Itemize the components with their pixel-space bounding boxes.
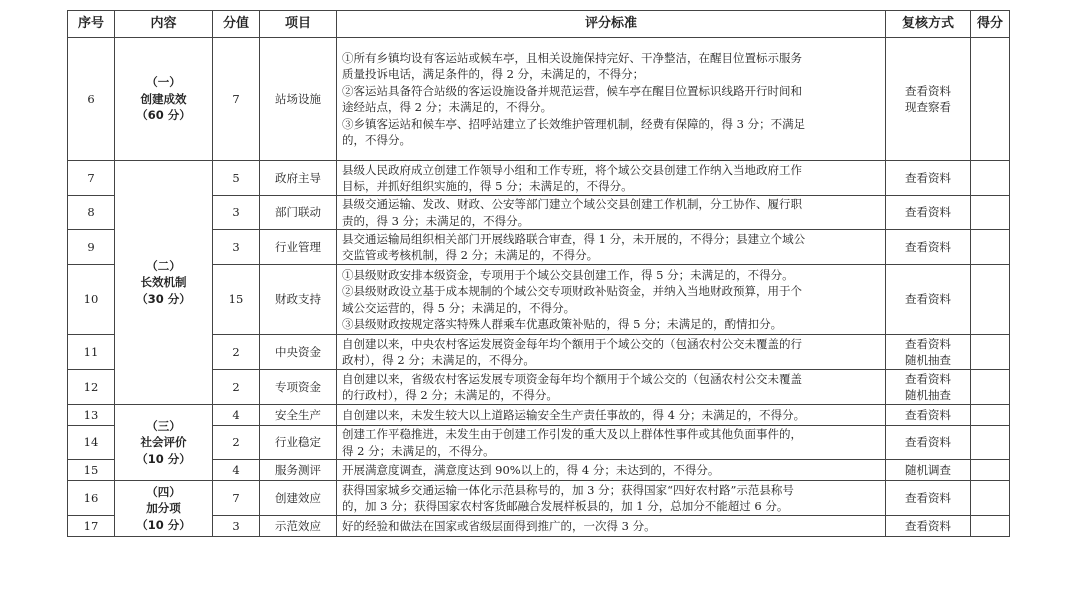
method-line: 查看资料 [905, 336, 951, 351]
criteria-cell [337, 230, 886, 265]
group-label-line1: （三） [146, 418, 181, 433]
method-line: 现查察看 [905, 100, 951, 114]
method-cell [886, 196, 971, 230]
points-cell: 3 [213, 196, 260, 230]
criteria-line: 得 2 分；未满足的，不得分。 [342, 443, 495, 458]
points-cell: 3 [213, 516, 260, 537]
criteria-line: 交监管或考核机制，得 2 分；未满足的，不得分。 [342, 248, 599, 262]
criteria-line: 创建工作平稳推进，未发生由于创建工作引发的重大及以上群体性事件或其他负面事件的， [342, 427, 802, 441]
method-line: 查看资料 [905, 205, 951, 220]
criteria-line: 目标，并抓好组织实施的，得 5 分；未满足的，不得分。 [342, 179, 633, 193]
content-group-cell [115, 405, 213, 481]
table-row [68, 405, 1010, 426]
score-cell [971, 38, 1010, 161]
method-line: 随机调查 [905, 462, 951, 477]
group-label-line2: 加分项 [146, 501, 181, 516]
points-cell: 7 [213, 38, 260, 161]
criteria-line: 途经站点，得 2 分；未满足的，不得分。 [342, 100, 553, 114]
seq-cell: 7 [68, 161, 115, 196]
criteria-line: ②客运站具备符合站级的客运设施设备并规范运营，候车亭在醒目位置标识线路开行时间和 [342, 83, 802, 98]
seq-cell: 9 [68, 230, 115, 265]
item-cell: 行业管理 [260, 230, 337, 265]
table-row [68, 481, 1010, 516]
group-label-line1: （四） [146, 484, 181, 499]
criteria-line: 县级人民政府成立创建工作领导小组和工作专班，将个域公交县创建工作纳入当地政府工作 [342, 162, 802, 177]
header-score: 得分 [971, 11, 1010, 38]
score-cell [971, 516, 1010, 537]
criteria-line: 的，不得分。 [342, 133, 411, 147]
method-line: 查看资料 [905, 239, 951, 254]
seq-cell: 8 [68, 196, 115, 230]
method-cell [886, 516, 971, 537]
score-cell [971, 481, 1010, 516]
content-group-cell [115, 38, 213, 161]
group-label-line3: （10 分） [136, 517, 191, 532]
points-cell: 7 [213, 481, 260, 516]
criteria-cell [337, 161, 886, 196]
criteria-cell [337, 516, 886, 537]
score-cell [971, 460, 1010, 481]
method-line: 随机抽查 [905, 388, 951, 402]
group-label-line2: 创建成效 [140, 91, 187, 106]
header-row [68, 11, 1010, 38]
points-cell: 4 [213, 460, 260, 481]
criteria-cell [337, 426, 886, 460]
points-cell: 2 [213, 335, 260, 370]
criteria-line: 自创建以来，未发生较大以上道路运输安全生产责任事故的，得 4 分；未满足的，不得分。 [342, 407, 806, 422]
method-cell [886, 161, 971, 196]
method-line: 查看资料 [905, 518, 951, 533]
criteria-line: 好的经验和做法在国家或省级层面得到推广的，一次得 3 分。 [342, 518, 656, 533]
points-cell: 3 [213, 230, 260, 265]
group-label-line2: 社会评价 [140, 435, 187, 450]
points-cell: 2 [213, 370, 260, 405]
item-cell: 部门联动 [260, 196, 337, 230]
item-cell: 行业稳定 [260, 426, 337, 460]
criteria-line: ②县级财政设立基于成本规制的个域公交专项财政补贴资金，并纳入当地财政预算，用于个 [342, 284, 802, 298]
criteria-line: 获得国家城乡交通运输一体化示范县称号的，加 3 分；获得国家“四好农村路”示范县称号 [342, 482, 794, 497]
method-line: 查看资料 [905, 407, 951, 422]
item-cell: 创建效应 [260, 481, 337, 516]
content-group-cell [115, 481, 213, 537]
method-line: 查看资料 [905, 170, 951, 185]
score-cell [971, 426, 1010, 460]
header-criteria: 评分标准 [337, 11, 886, 38]
points-cell: 15 [213, 265, 260, 335]
header-method: 复核方式 [886, 11, 971, 38]
criteria-cell [337, 335, 886, 370]
seq-cell: 10 [68, 265, 115, 335]
score-cell [971, 230, 1010, 265]
criteria-line: 的行政村），得 2 分；未满足的，不得分。 [342, 388, 558, 402]
item-cell: 中央资金 [260, 335, 337, 370]
criteria-line: 开展满意度调查，满意度达到 90%以上的，得 4 分；未达到的，不得分。 [342, 462, 720, 477]
criteria-cell [337, 196, 886, 230]
criteria-line: 域公交运营的，得 5 分；未满足的，不得分。 [342, 300, 576, 315]
criteria-line: 自创建以来，省级农村客运发展专项资金每年均个额用于个域公交的（包涵农村公交未覆盖 [342, 371, 802, 386]
criteria-line: 县级交通运输、发改、财政、公安等部门建立个域公交县创建工作机制，分工协作、履行职 [342, 197, 802, 211]
score-cell [971, 405, 1010, 426]
method-cell [886, 370, 971, 405]
method-cell [886, 38, 971, 161]
criteria-line: ①县级财政安排本级资金，专项用于个域公交县创建工作，得 5 分；未满足的，不得分。 [342, 267, 794, 282]
header-points: 分值 [213, 11, 260, 38]
method-cell [886, 405, 971, 426]
criteria-cell [337, 460, 886, 481]
criteria-cell [337, 405, 886, 426]
seq-cell: 17 [68, 516, 115, 537]
table-row [68, 38, 1010, 161]
method-cell [886, 426, 971, 460]
item-cell: 安全生产 [260, 405, 337, 426]
seq-cell: 12 [68, 370, 115, 405]
method-line: 查看资料 [905, 371, 951, 386]
header-seq: 序号 [68, 11, 115, 38]
points-cell: 5 [213, 161, 260, 196]
criteria-cell [337, 370, 886, 405]
criteria-line: ①所有乡镇均设有客运站或候车亭，且相关设施保持完好、干净整洁，在醒目位置标示服务 [342, 50, 802, 65]
seq-cell: 16 [68, 481, 115, 516]
criteria-line: 政村），得 2 分；未满足的，不得分。 [342, 353, 535, 367]
header-item: 项目 [260, 11, 337, 38]
criteria-cell [337, 481, 886, 516]
criteria-line: 质量投诉电话，满足条件的，得 2 分，未满足的，不得分； [342, 67, 645, 81]
method-cell [886, 460, 971, 481]
group-label-line3: （30 分） [136, 291, 191, 306]
item-cell: 专项资金 [260, 370, 337, 405]
group-label-line2: 长效机制 [140, 275, 187, 290]
group-label-line3: （60 分） [136, 108, 191, 123]
item-cell: 服务测评 [260, 460, 337, 481]
criteria-cell [337, 265, 886, 335]
criteria-line: ③县级财政按规定落实特殊人群乘车优惠政策补贴的，得 5 分；未满足的，酌情扣分。 [342, 317, 783, 331]
method-line: 查看资料 [905, 83, 951, 98]
criteria-cell [337, 38, 886, 161]
seq-cell: 13 [68, 405, 115, 426]
scoring-table [67, 10, 1010, 537]
criteria-line: 县交通运输局组织相关部门开展线路联合审查，得 1 分，未开展的，不得分；县建立个域公 [342, 231, 806, 246]
content-group-cell [115, 161, 213, 405]
item-cell: 财政支持 [260, 265, 337, 335]
seq-cell: 6 [68, 38, 115, 161]
method-cell [886, 265, 971, 335]
method-line: 查看资料 [905, 490, 951, 505]
group-label-line3: （10 分） [136, 451, 191, 466]
method-cell [886, 481, 971, 516]
item-cell: 示范效应 [260, 516, 337, 537]
seq-cell: 11 [68, 335, 115, 370]
score-cell [971, 265, 1010, 335]
method-line: 随机抽查 [905, 353, 951, 367]
method-line: 查看资料 [905, 292, 951, 307]
item-cell: 站场设施 [260, 38, 337, 161]
group-label-line1: （二） [146, 258, 181, 273]
criteria-line: ③乡镇客运站和候车亭、招呼站建立了长效维护管理机制，经费有保障的，得 3 分；不满足 [342, 116, 806, 131]
method-line: 查看资料 [905, 435, 951, 450]
score-cell [971, 370, 1010, 405]
group-label-line1: （一） [146, 75, 181, 90]
criteria-line: 的，加 3 分；获得国家农村客货邮融合发展样板县的，加 1 分，总加分不能超过 6 分。 [342, 499, 789, 513]
score-cell [971, 196, 1010, 230]
table-row [68, 161, 1010, 196]
criteria-line: 自创建以来，中央农村客运发展资金每年均个额用于个域公交的（包涵农村公交未覆盖的行 [342, 336, 802, 351]
points-cell: 2 [213, 426, 260, 460]
score-cell [971, 335, 1010, 370]
method-cell [886, 335, 971, 370]
item-cell: 政府主导 [260, 161, 337, 196]
seq-cell: 14 [68, 426, 115, 460]
method-cell [886, 230, 971, 265]
points-cell: 4 [213, 405, 260, 426]
header-content: 内容 [115, 11, 213, 38]
criteria-line: 责的，得 3 分；未满足的，不得分。 [342, 213, 530, 228]
score-cell [971, 161, 1010, 196]
seq-cell: 15 [68, 460, 115, 481]
